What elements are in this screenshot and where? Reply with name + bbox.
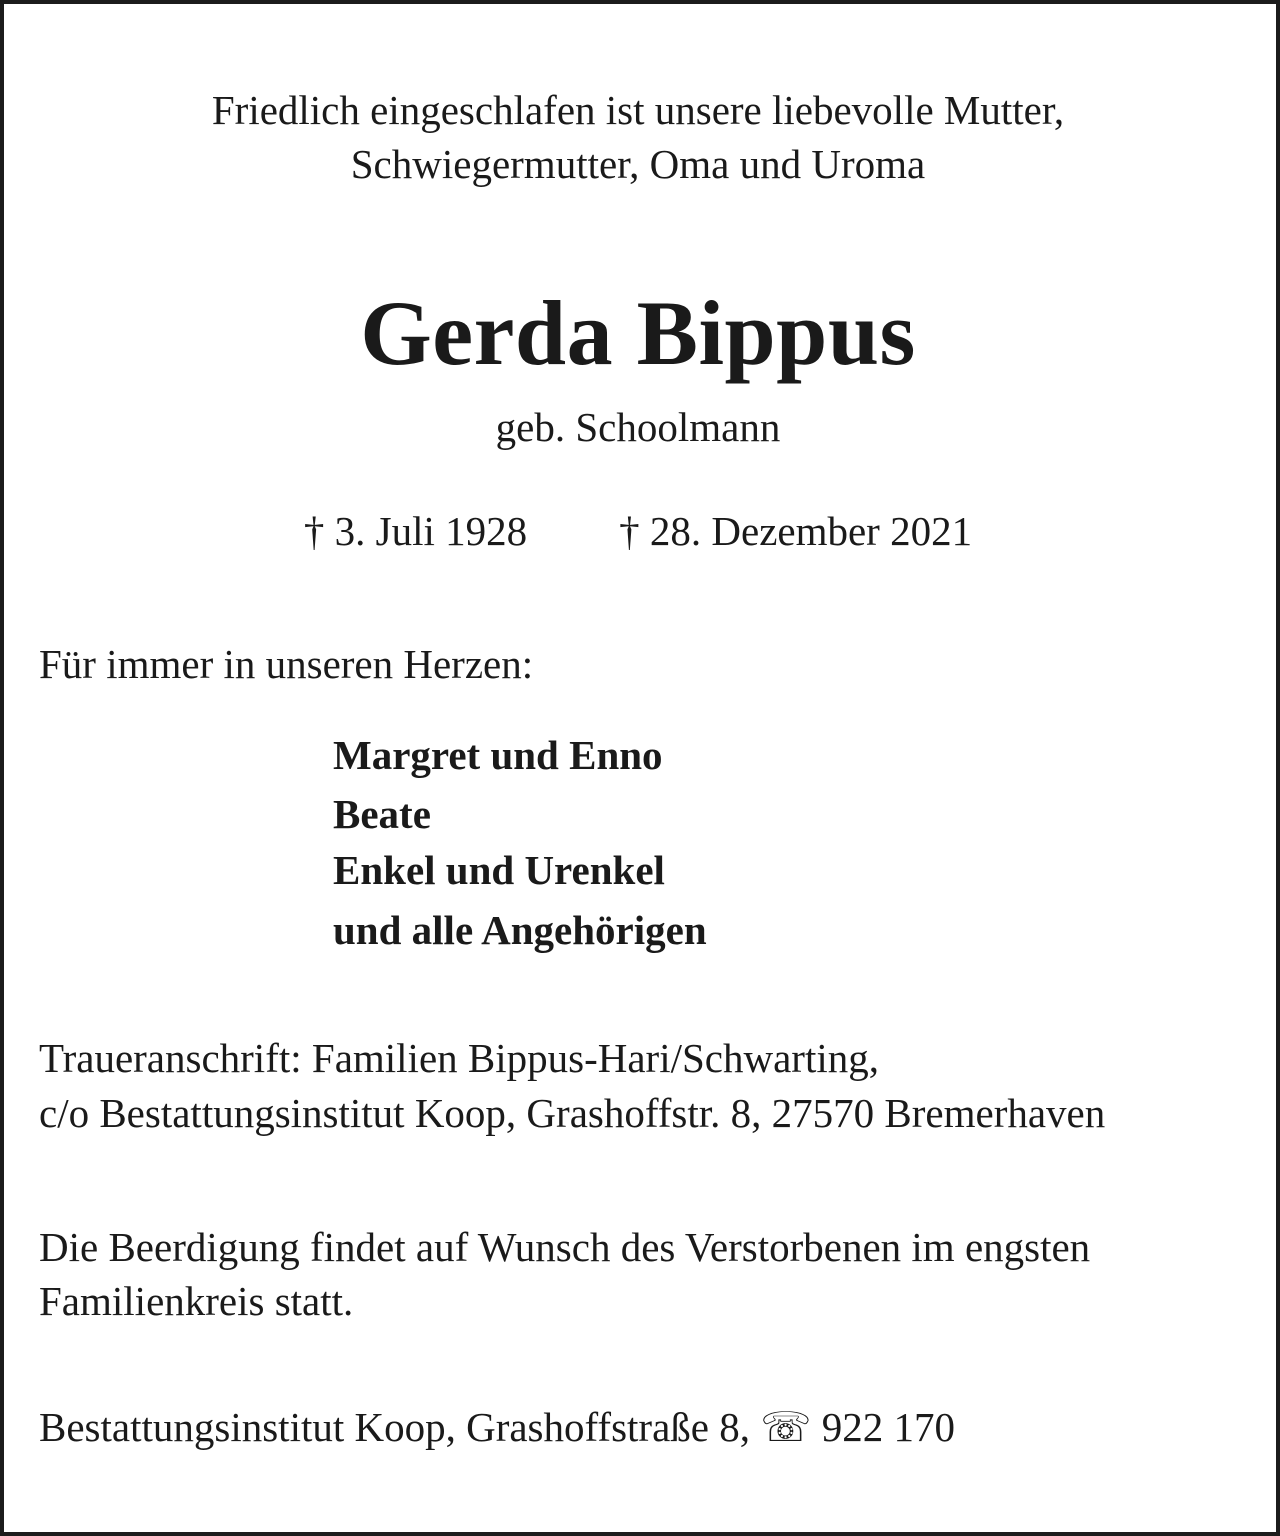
mourner-1: Margret und Enno bbox=[333, 732, 663, 778]
funeral-line-1: Die Beerdigung findet auf Wunsch des Verstorbenen im engsten bbox=[39, 1224, 1091, 1270]
undertaker-contact bbox=[39, 1404, 956, 1450]
mourner-4: und alle Angehörigen bbox=[333, 907, 707, 953]
intro-line-1: Friedlich eingeschlafen ist unsere liebevolle Mutter, bbox=[211, 87, 1065, 133]
phone-icon: ☏ bbox=[760, 1404, 812, 1450]
death-date: † 28. Dezember 2021 bbox=[619, 508, 973, 554]
mourner-3: Enkel und Urenkel bbox=[333, 847, 665, 893]
address-line-1: Traueranschrift: Familien Bippus-Hari/Schwarting, bbox=[39, 1035, 879, 1081]
intro-line-2: Schwiegermutter, Oma und Uroma bbox=[350, 141, 926, 187]
undertaker-address: Bestattungsinstitut Koop, Grashoffstraße 8, bbox=[39, 1404, 750, 1450]
birth-date: † 3. Juli 1928 bbox=[303, 508, 528, 554]
forever-heading: Für immer in unseren Herzen: bbox=[39, 641, 534, 687]
address-line-2: c/o Bestattungsinstitut Koop, Grashoffstr. 8, 27570 Bremerhaven bbox=[39, 1090, 1106, 1136]
birth-name: geb. Schoolmann bbox=[495, 404, 781, 450]
funeral-line-2: Familienkreis statt. bbox=[39, 1278, 354, 1324]
mourner-2: Beate bbox=[333, 791, 431, 837]
deceased-name: Gerda Bippus bbox=[360, 282, 916, 384]
phone-number: 922 170 bbox=[821, 1404, 956, 1450]
life-dates bbox=[0, 508, 1276, 554]
